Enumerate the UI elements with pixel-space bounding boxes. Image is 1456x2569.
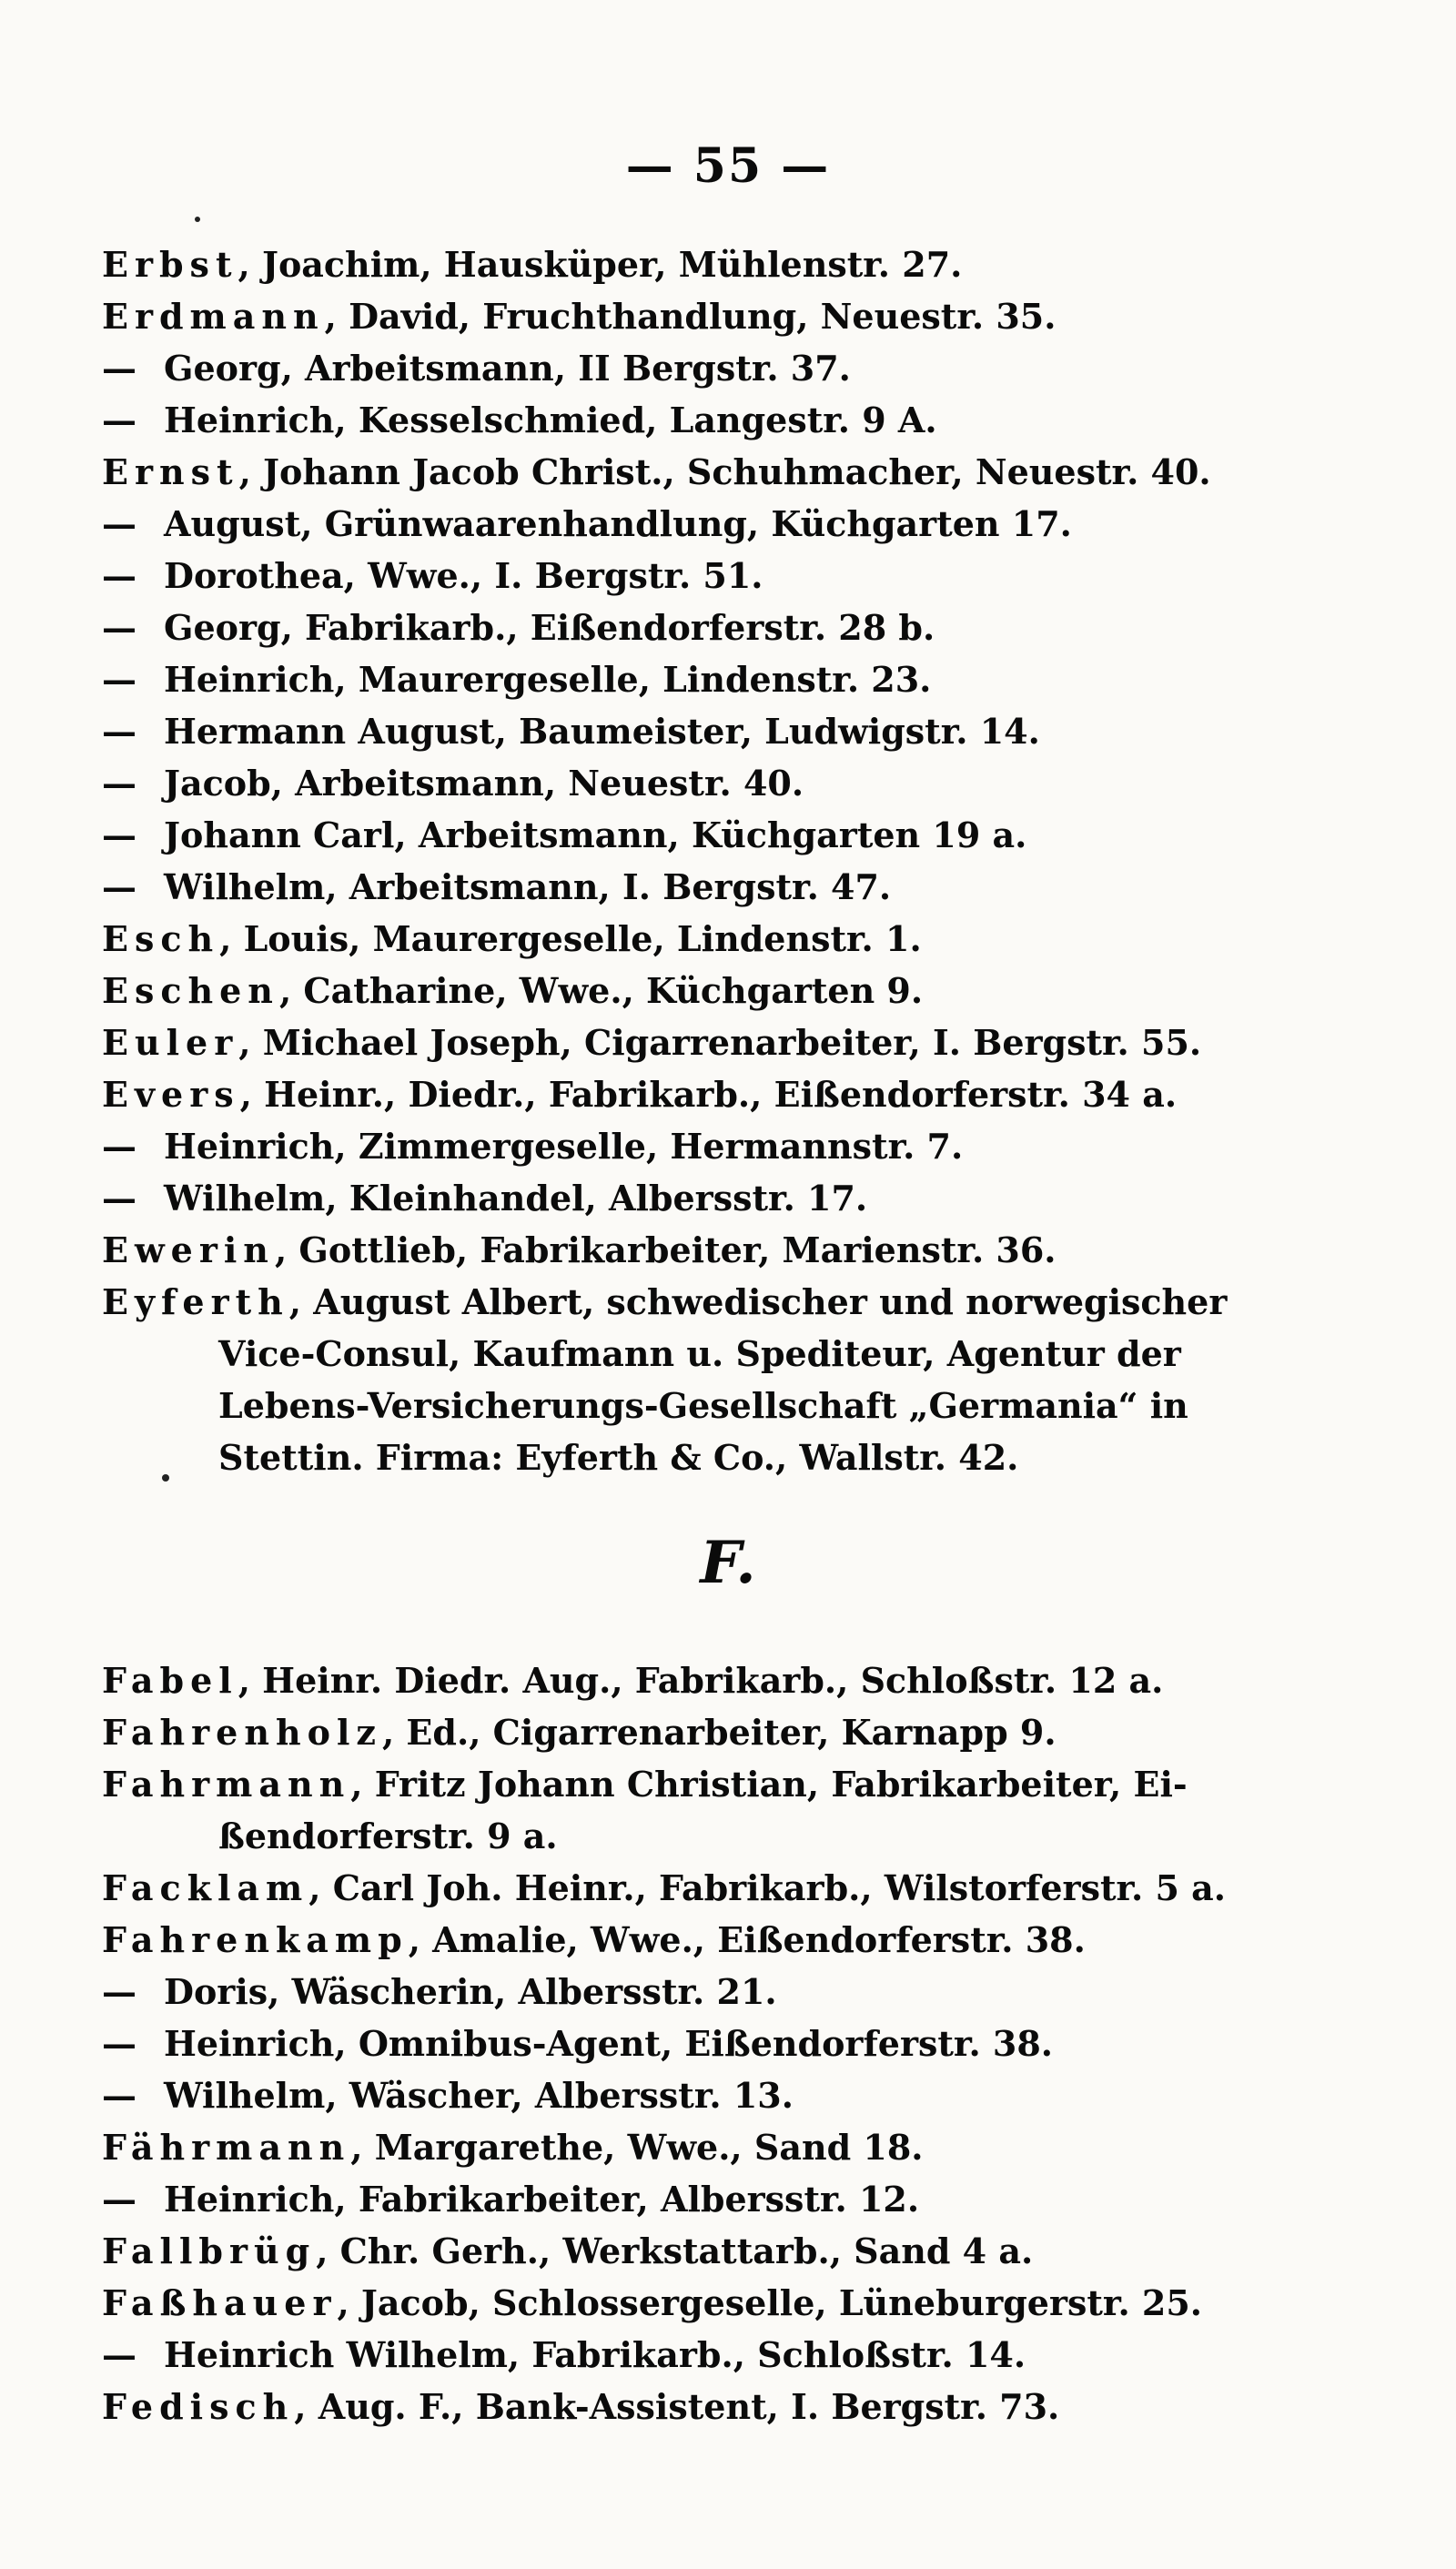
directory-entry xyxy=(102,2225,1239,2277)
ditto-dash: — xyxy=(102,1126,136,1167)
entry-details: , Margarethe, Wwe., Sand 18. xyxy=(350,2127,924,2168)
entry-details: Doris, Wäscherin, Albersstr. 21. xyxy=(164,1971,777,2012)
directory-entry xyxy=(102,238,1239,290)
entry-details: , August Albert, schwedischer und norwegischer xyxy=(288,1281,1228,1322)
entry-surname: Fallbrüg xyxy=(102,2230,317,2271)
entry-details: Georg, Fabrikarb., Eißendorferstr. 28 b. xyxy=(164,607,935,648)
entry-details: , Aug. F., Bank-Assistent, I. Bergstr. 73. xyxy=(294,2386,1060,2427)
page-number: — 55 — xyxy=(625,138,831,194)
directory-entry xyxy=(102,809,1239,861)
entry-surname: Esch xyxy=(102,918,220,959)
entry-details: Hermann August, Baumeister, Ludwigstr. 14. xyxy=(164,711,1040,752)
directory-entry xyxy=(102,1276,1239,1328)
entry-details: , Amalie, Wwe., Eißendorferstr. 38. xyxy=(408,1919,1086,1960)
ditto-dash: — xyxy=(102,659,136,700)
directory-entry xyxy=(102,2381,1239,2432)
entry-continuation: Stettin. Firma: Eyferth & Co., Wallstr. 42. xyxy=(218,1437,1019,1478)
directory-entry xyxy=(102,757,1239,809)
entries-f-list xyxy=(102,1654,1239,2432)
entry-surname: Fahrenholz xyxy=(102,1712,382,1753)
entry-details: Wilhelm, Kleinhandel, Albersstr. 17. xyxy=(164,1178,868,1219)
ditto-dash: — xyxy=(102,348,136,389)
entry-surname: Fährmann xyxy=(102,2127,351,2168)
entry-surname: Euler xyxy=(102,1022,239,1063)
entry-details: , Heinr. Diedr. Aug., Fabrikarb., Schloßstr. 12 a. xyxy=(238,1660,1164,1701)
entry-continuation: Lebens-Versicherungs-Gesellschaft „Germania“ in xyxy=(218,1385,1188,1426)
entry-details: , Johann Jacob Christ., Schuhmacher, Neuestr. 40. xyxy=(238,451,1211,492)
entries-e-list xyxy=(102,238,1239,1483)
directory-entry xyxy=(102,290,1239,342)
ditto-dash: — xyxy=(102,607,136,648)
directory-entry xyxy=(102,1431,1239,1483)
ditto-dash: — xyxy=(102,1971,136,2012)
entry-surname: Ernst xyxy=(102,451,239,492)
directory-entry xyxy=(102,965,1239,1016)
directory-entry xyxy=(102,1328,1239,1380)
directory-entry xyxy=(102,550,1239,602)
directory-entry xyxy=(102,2173,1239,2225)
directory-entry xyxy=(102,1654,1239,1706)
directory-entry xyxy=(102,705,1239,757)
directory-entry xyxy=(102,1862,1239,1914)
entry-details: , Louis, Maurergeselle, Lindenstr. 1. xyxy=(219,918,922,959)
directory-entry xyxy=(102,1224,1239,1276)
entry-surname: Fabel xyxy=(102,1660,238,1701)
directory-entry xyxy=(102,2277,1239,2329)
directory-entry xyxy=(102,1380,1239,1431)
ditto-dash: — xyxy=(102,2075,136,2116)
entry-surname: Eschen xyxy=(102,970,279,1011)
entry-surname: Fahrenkamp xyxy=(102,1919,409,1960)
ditto-dash: — xyxy=(102,2023,136,2064)
directory-entry xyxy=(102,861,1239,913)
entry-details: Heinrich, Zimmergeselle, Hermannstr. 7. xyxy=(164,1126,964,1167)
entry-continuation: ßendorferstr. 9 a. xyxy=(218,1815,558,1856)
directory-entry xyxy=(102,446,1239,498)
entry-details: , Fritz Johann Christian, Fabrikarbeiter, Ei- xyxy=(350,1764,1188,1805)
directory-entry xyxy=(102,1172,1239,1224)
entry-details: Wilhelm, Wäscher, Albersstr. 13. xyxy=(164,2075,794,2116)
ditto-dash: — xyxy=(102,2334,136,2375)
directory-entry xyxy=(102,913,1239,965)
directory-entry xyxy=(102,1120,1239,1172)
entry-continuation: Vice-Consul, Kaufmann u. Spediteur, Agentur der xyxy=(218,1333,1181,1374)
entry-details: Georg, Arbeitsmann, II Bergstr. 37. xyxy=(164,348,851,389)
directory-entry xyxy=(102,2121,1239,2173)
entry-details: Heinrich, Fabrikarbeiter, Albersstr. 12. xyxy=(164,2179,920,2220)
entry-surname: Fahrmann xyxy=(102,1764,351,1805)
ditto-dash: — xyxy=(102,503,136,544)
directory-entry xyxy=(102,394,1239,446)
entry-details: Heinrich Wilhelm, Fabrikarb., Schloßstr. 14. xyxy=(164,2334,1026,2375)
entry-details: , Heinr., Diedr., Fabrikarb., Eißendorferstr. 34 a. xyxy=(239,1074,1178,1115)
entry-details: , Chr. Gerh., Werkstattarb., Sand 4 a. xyxy=(316,2230,1034,2271)
entry-details: , Ed., Cigarrenarbeiter, Karnapp 9. xyxy=(381,1712,1057,1753)
entry-details: , Joachim, Hausküper, Mühlenstr. 27. xyxy=(238,244,963,285)
print-speck xyxy=(162,1474,169,1482)
ditto-dash: — xyxy=(102,763,136,804)
directory-entry xyxy=(102,1914,1239,1966)
entry-surname: Fedisch xyxy=(102,2386,295,2427)
ditto-dash: — xyxy=(102,711,136,752)
directory-entry xyxy=(102,1706,1239,1758)
entry-surname: Erbst xyxy=(102,244,238,285)
ditto-dash: — xyxy=(102,555,136,596)
directory-entry xyxy=(102,1966,1239,2018)
entry-surname: Evers xyxy=(102,1074,240,1115)
entry-details: , Jacob, Schlossergeselle, Lüneburgerstr. 25. xyxy=(337,2282,1203,2323)
directory-entry xyxy=(102,342,1239,394)
ditto-dash: — xyxy=(102,866,136,907)
ditto-dash: — xyxy=(102,1178,136,1219)
entry-details: Heinrich, Omnibus-Agent, Eißendorferstr. 38. xyxy=(164,2023,1054,2064)
entry-surname: Facklam xyxy=(102,1867,309,1908)
entry-surname: Faßhauer xyxy=(102,2282,338,2323)
entry-details: , Catharine, Wwe., Küchgarten 9. xyxy=(278,970,924,1011)
entry-details: Heinrich, Maurergeselle, Lindenstr. 23. xyxy=(164,659,932,700)
ditto-dash: — xyxy=(102,400,136,440)
entry-details: , Michael Joseph, Cigarrenarbeiter, I. Bergstr. 55. xyxy=(238,1022,1202,1063)
directory-entry xyxy=(102,602,1239,653)
directory-entry xyxy=(102,653,1239,705)
entry-details: Dorothea, Wwe., I. Bergstr. 51. xyxy=(164,555,763,596)
entry-details: Wilhelm, Arbeitsmann, I. Bergstr. 47. xyxy=(164,866,892,907)
ditto-dash: — xyxy=(102,2179,136,2220)
directory-entry xyxy=(102,1758,1239,1810)
directory-entry xyxy=(102,1068,1239,1120)
entry-surname: Eyferth xyxy=(102,1281,289,1322)
entry-details: Heinrich, Kesselschmied, Langestr. 9 A. xyxy=(164,400,937,440)
directory-entry xyxy=(102,1016,1239,1068)
entry-details: Jacob, Arbeitsmann, Neuestr. 40. xyxy=(164,763,804,804)
directory-entry xyxy=(102,2069,1239,2121)
directory-entry xyxy=(102,2018,1239,2069)
directory-entry xyxy=(102,1810,1239,1862)
print-speck xyxy=(195,217,200,222)
entry-surname: Erdmann xyxy=(102,296,325,337)
directory-entry xyxy=(102,498,1239,550)
entry-details: , Carl Joh. Heinr., Fabrikarb., Wilstorferstr. 5 a. xyxy=(308,1867,1227,1908)
entry-details: August, Grünwaarenhandlung, Küchgarten 17. xyxy=(164,503,1072,544)
ditto-dash: — xyxy=(102,814,136,855)
entry-details: , Gottlieb, Fabrikarbeiter, Marienstr. 36. xyxy=(274,1229,1057,1270)
section-letter: F. xyxy=(700,1529,756,1597)
entry-details: , David, Fruchthandlung, Neuestr. 35. xyxy=(324,296,1057,337)
entry-details: Johann Carl, Arbeitsmann, Küchgarten 19 a. xyxy=(164,814,1027,855)
directory-entry xyxy=(102,2329,1239,2381)
entry-surname: Ewerin xyxy=(102,1229,275,1270)
